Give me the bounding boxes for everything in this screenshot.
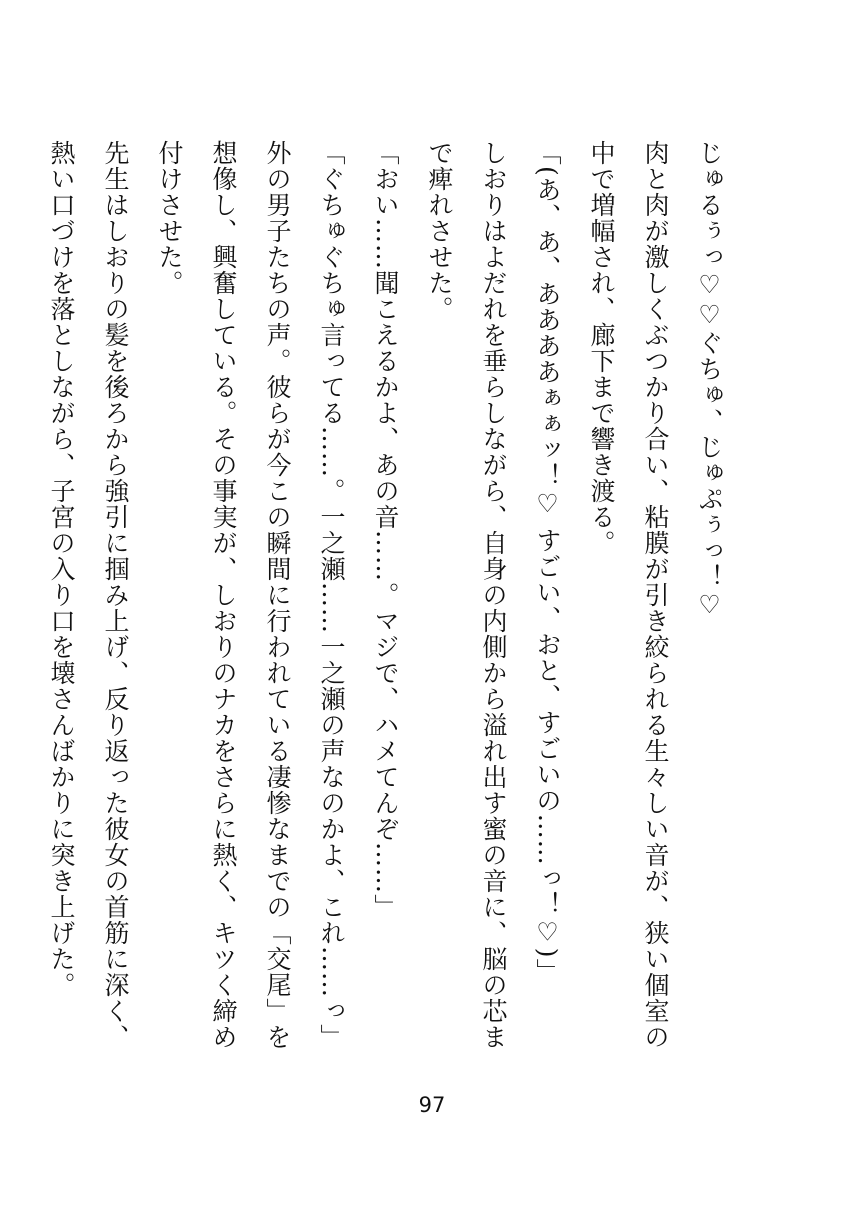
paragraph-1: じゅるぅっ♡♡ぐちゅ、じゅぷぅっ！♡ xyxy=(695,140,724,620)
paragraph-3: 「(あ、あ、ああああぁぁッ！♡ すごい、おと、すごいの……っ！♡)」 xyxy=(533,140,562,985)
paragraph-2: 肉と肉が激しくぶつかり合い、粘膜が引き絞られる生々しい音が、狭い個室の中で増幅され、廊下まで響き渡る。 xyxy=(587,140,670,1050)
paragraph-5: 「おい……聞こえるかよ、あの音……。マジで、ハメてんぞ……」 xyxy=(371,140,400,920)
paragraph-6: 「ぐちゅぐちゅ言ってる……。一之瀬……一之瀬の声なのかよ、これ……っ」 xyxy=(317,140,346,1050)
page-number: 97 xyxy=(418,1093,446,1117)
paragraph-8: 先生はしおりの髪を後ろから強引に掴み上げ、反り返った彼女の首筋に深く、熱い口づけを落としながら、子宮の入り口を壊さんばかりに突き上げた。 xyxy=(47,140,130,1050)
paragraph-4: しおりはよだれを垂らしながら、自身の内側から溢れ出す蜜の音に、脳の芯まで痺れさせた。 xyxy=(425,140,508,1050)
paragraph-7: 外の男子たちの声。彼らが今この瞬間に行われている凄惨なまでの「交尾」を想像し、興奮している。その事実が、しおりのナカをさらに熱く、キツく締め付けさせた。 xyxy=(155,140,292,1050)
vertical-text-block xyxy=(34,140,736,1060)
